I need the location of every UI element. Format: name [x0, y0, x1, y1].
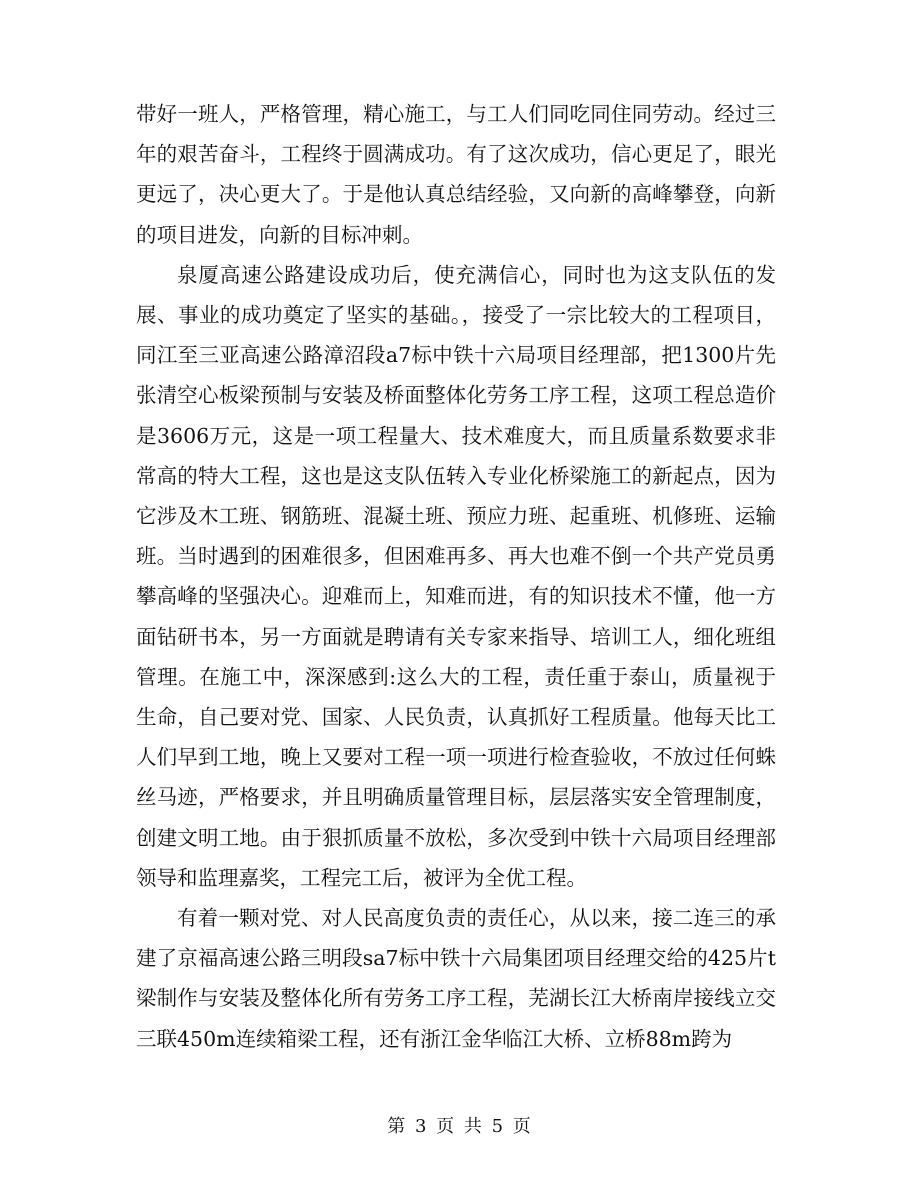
- document-body: [136, 94, 776, 1059]
- paragraph-quanxia-project: 泉厦高速公路建设成功后，使充满信心，同时也为这支队伍的发展、事业的成功奠定了坚实的基础。，接受了一宗比较大的工程项目，同江至三亚高速公路漳沼段a7标中铁十六局项目经理部，把1300片先张清空心板梁预制与安装及桥面整体化劳务工序工程，这项工程总造价是3606万元，这是一项工程量大、技术难度大，而且质量系数要求非常高的特大工程，这也是这支队伍转入专业化桥梁施工的新起点，因为它涉及木工班、钢筋班、混凝土班、预应力班、起重班、机修班、运输班。当时遇到的困难很多，但困难再多、再大也难不倒一个共产党员勇攀高峰的坚强决心。迎难而上，知难而进，有的知识技术不懂，他一方面钻研书本，另一方面就是聘请有关专家来指导、培训工人，细化班组管理。在施工中，深深感到:这么大的工程，责任重于泰山，质量视于生命，自己要对党、国家、人民负责，认真抓好工程质量。他每天比工人们早到工地，晚上又要对工程一项一项进行检查验收，不放过任何蛛丝马迹，严格要求，并且明确质量管理目标，层层落实安全管理制度，创建文明工地。由于狠抓质量不放松，多次受到中铁十六局项目经理部领导和监理嘉奖，工程完工后，被评为全优工程。: [136, 262, 776, 890]
- page-footer: 第 3 页 共 5 页: [387, 1116, 533, 1137]
- paragraph-continuation: 带好一班人，严格管理，精心施工，与工人们同吃同住同劳动。经过三年的艰苦奋斗，工程终于圆满成功。有了这次成功，信心更足了，眼光更远了，决心更大了。于是他认真总结经验，又向新的高峰攀登，向新的项目进发，向新的目标冲刺。: [136, 102, 776, 247]
- paragraph-later-projects: 有着一颗对党、对人民高度负责的责任心，从以来，接二连三的承建了京福高速公路三明段sa7标中铁十六局集团项目经理交给的425片t梁制作与安装及整体化所有劳务工序工程，芜湖长江大桥南岸接线立交三联450m连续箱梁工程，还有浙江金华临江大桥、立桥88m跨为: [136, 906, 776, 1051]
